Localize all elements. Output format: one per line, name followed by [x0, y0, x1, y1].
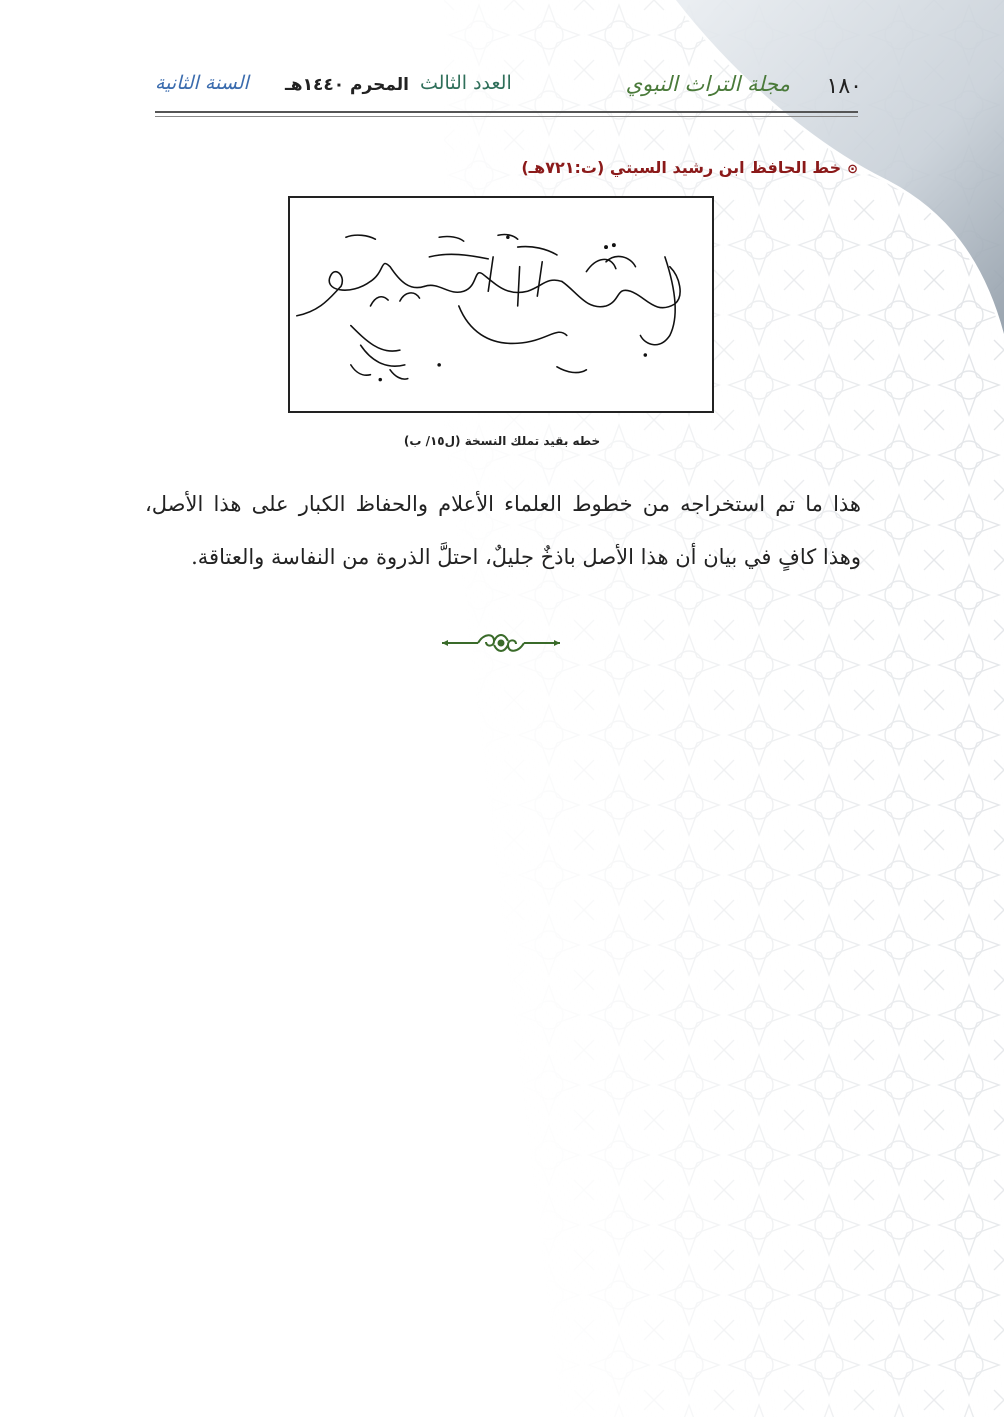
manuscript-image: [288, 196, 714, 413]
section-heading-text: خط الحافظ ابن رشيد السبتي (ت:٧٢١هـ): [521, 158, 842, 177]
header-rule: [155, 111, 858, 113]
page-number: ١٨٠: [826, 74, 862, 99]
issue-label: العدد الثالث: [420, 72, 512, 94]
image-caption: خطه بقيد تملك النسخة (ل١٥/ ب): [403, 434, 601, 448]
year-label: السنة الثانية: [155, 72, 249, 94]
page-corner-decoration: [664, 0, 1004, 360]
header-rule-thin: [155, 116, 858, 117]
section-heading: [521, 158, 858, 177]
journal-title: مجلة التراث النبوي: [625, 72, 790, 96]
ornament-divider-icon: [440, 630, 562, 656]
running-header: [150, 72, 862, 106]
issue-date: المحرم ١٤٤٠هـ: [285, 75, 409, 95]
circle-dot-icon: ⊙: [847, 162, 858, 177]
body-paragraph: هذا ما تم استخراجه من خطوط العلماء الأعلام والحفاظ الكبار على هذا الأصل، وهذا كافٍ في بيان أن هذا الأصل باذخٌ جليلٌ، احتلَّ الذروة من النفاسة والعتاقة.: [145, 492, 861, 569]
handwriting-sample: [290, 198, 712, 411]
